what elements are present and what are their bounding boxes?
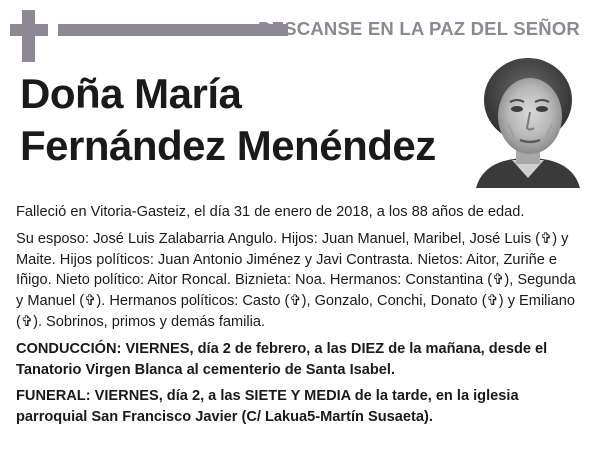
name-line-2: Fernández Menéndez bbox=[20, 122, 436, 169]
obituary-body bbox=[16, 202, 584, 434]
conduccion-text: CONDUCCIÓN: VIERNES, día 2 de febrero, a las DIEZ de la mañana, desde el Tanatorio Virgen Blanca al cementerio de Santa Isabel. bbox=[16, 340, 548, 378]
latin-cross-icon bbox=[10, 10, 48, 62]
death-notice-text: Falleció en Vitoria-Gasteiz, el día 31 de enero de 2018, a los 88 años de edad. bbox=[16, 204, 525, 220]
deceased-name bbox=[20, 68, 460, 172]
name-line-1: Doña María bbox=[20, 70, 242, 117]
header-title: DESCANSE EN LA PAZ DEL SEÑOR bbox=[258, 18, 580, 39]
header-rule bbox=[58, 24, 288, 36]
family-text: Su esposo: José Luis Zalabarria Angulo. Hijos: Juan Manuel, Maribel, José Luis (✞) y Maite. Hijos políticos: Juan Antonio Jiménez y Javi Contrasta. Nietos: Aitor, Zuriñe e Iñigo. Nieto político: Aitor Roncal. Biznieta: Noa. Hermanos: Constantina (✞), Segunda y Manuel (✞). Hermanos políticos: Casto (✞), Gonzalo, Conchi, Donato (✞) y Emiliano (✞). Sobrinos, primos y demás familia. bbox=[16, 230, 576, 330]
portrait-photo bbox=[472, 54, 584, 188]
funeral-text: FUNERAL: VIERNES, día 2, a las SIETE Y MEDIA de la tarde, en la iglesia parroquial San Francisco Javier (C/ Lakua5-Martín Susaeta). bbox=[16, 388, 519, 426]
